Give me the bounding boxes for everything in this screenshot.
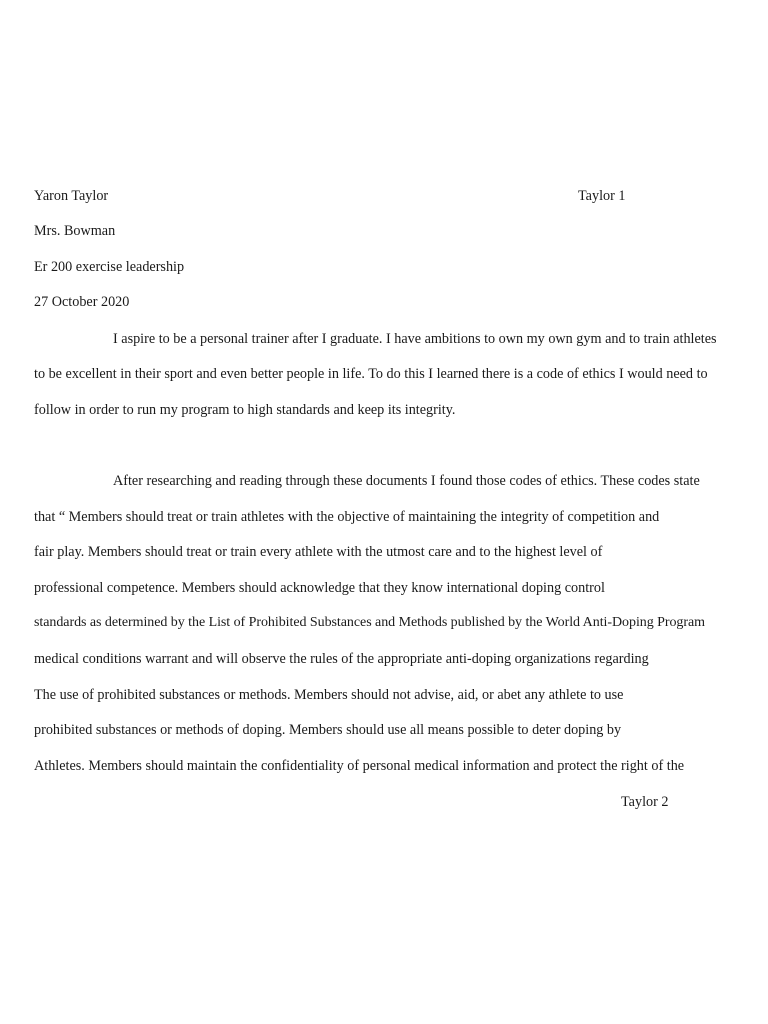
instructor-name: Mrs. Bowman: [34, 223, 116, 239]
document-date: 27 October 2020: [34, 294, 130, 310]
paragraph-line: I aspire to be a personal trainer after I graduate. I have ambitions to own my own gym and to train athletes: [113, 331, 717, 347]
paragraph-line: to be excellent in their sport and even better people in life. To do this I learned there is a code of ethics I would need to: [34, 366, 708, 382]
page-number-header: Taylor 1: [578, 188, 626, 204]
paragraph-line: standards as determined by the List of Prohibited Substances and Methods published by the World Anti-Doping Program: [34, 615, 705, 630]
paragraph-line: After researching and reading through these documents I found those codes of ethics. These codes state: [113, 473, 700, 489]
paragraph-line: professional competence. Members should acknowledge that they know international doping control: [34, 580, 605, 596]
paragraph-line: fair play. Members should treat or train every athlete with the utmost care and to the highest level of: [34, 544, 603, 560]
course-name: Er 200 exercise leadership: [34, 259, 185, 275]
page-number-footer: Taylor 2: [621, 794, 669, 810]
author-name: Yaron Taylor: [34, 188, 109, 204]
paragraph-line: Athletes. Members should maintain the confidentiality of personal medical information and protect the right of the: [34, 758, 685, 774]
paragraph-line: that “ Members should treat or train athletes with the objective of maintaining the integrity of competition and: [34, 509, 660, 525]
paragraph-line: prohibited substances or methods of doping. Members should use all means possible to deter doping by: [34, 722, 622, 738]
paragraph-line: The use of prohibited substances or methods. Members should not advise, aid, or abet any athlete to use: [34, 687, 624, 703]
paragraph-line: medical conditions warrant and will observe the rules of the appropriate anti-doping organizations regarding: [34, 651, 649, 667]
paragraph-line: follow in order to run my program to high standards and keep its integrity.: [34, 402, 456, 418]
